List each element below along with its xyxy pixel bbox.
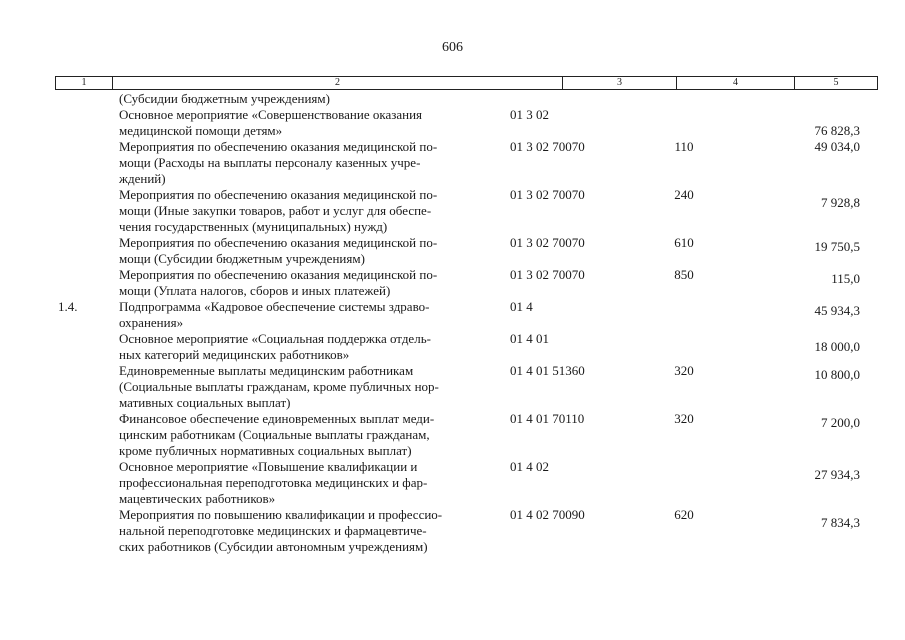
- row-code: 01 3 02 70070: [510, 267, 585, 282]
- table-row: [0, 187, 905, 235]
- row-sum: 18 000,0: [814, 339, 860, 354]
- row-name: Основное мероприятие «Повышение квалификации и профессиональная переподготовка медицинских и фар- мацевтических работников»: [119, 459, 428, 506]
- row-code: 01 3 02 70070: [510, 139, 585, 154]
- header-col-5: 5: [833, 77, 839, 88]
- row-name: Мероприятия по повышению квалификации и профессио- нальной переподготовке медицинских и фармацевтиче- ских работников (Субсидии автономным учреждениям): [119, 507, 443, 554]
- page-number: 606: [442, 40, 463, 55]
- table-row: [0, 299, 905, 331]
- row-name: Подпрограмма «Кадровое обеспечение системы здраво- охранения»: [119, 299, 430, 330]
- row-expense-type: 620: [674, 507, 694, 522]
- table-row: [0, 331, 905, 363]
- table-row: [0, 235, 905, 267]
- row-code: 01 4 02 70090: [510, 507, 585, 522]
- table-row: [0, 363, 905, 411]
- row-code: 01 3 02: [510, 107, 549, 122]
- row-expense-type: 320: [674, 411, 694, 426]
- row-expense-type: 850: [674, 267, 694, 282]
- row-name: Финансовое обеспечение единовременных выплат меди- цинским работникам (Социальные выплаты гражданам, кроме публичных нормативных социальных выплат): [119, 411, 435, 458]
- row-code: 01 4 01 70110: [510, 411, 585, 426]
- row-expense-type: 610: [674, 235, 694, 250]
- table-row: [0, 267, 905, 299]
- header-col-3: 3: [563, 77, 677, 89]
- row-name: (Субсидии бюджетным учреждениям): [119, 91, 330, 106]
- table-header: [55, 76, 878, 90]
- header-col-2: 2: [113, 77, 563, 89]
- row-name: Единовременные выплаты медицинским работникам (Социальные выплаты гражданам, кроме публичных нор- мативных социальных выплат): [119, 363, 439, 410]
- row-expense-type: 110: [674, 139, 694, 154]
- header-col-4: 4: [677, 77, 795, 89]
- row-code: 01 3 02 70070: [510, 187, 585, 202]
- row-name: Мероприятия по обеспечению оказания медицинской по- мощи (Расходы на выплаты персоналу казенных учре- ждений): [119, 139, 438, 186]
- row-code: 01 4 02: [510, 459, 549, 474]
- row-code: 01 4 01: [510, 331, 549, 346]
- row-sum: 115,0: [831, 271, 860, 286]
- row-sum: 7 200,0: [821, 415, 860, 430]
- row-code: 01 3 02 70070: [510, 235, 585, 250]
- row-sum: 49 034,0: [814, 139, 860, 154]
- row-name: Основное мероприятие «Социальная поддержка отдель- ных категорий медицинских работников»: [119, 331, 431, 362]
- budget-table-body: [0, 91, 905, 555]
- row-sum: 76 828,3: [814, 123, 860, 138]
- table-row: [0, 139, 905, 187]
- table-row: [0, 459, 905, 507]
- row-sum: 19 750,5: [814, 239, 860, 254]
- row-sum: 7 834,3: [821, 515, 860, 530]
- row-name: Мероприятия по обеспечению оказания медицинской по- мощи (Иные закупки товаров, работ и услуг для обеспе- чения государственных (муниципальных) нужд): [119, 187, 438, 234]
- row-sum: 45 934,3: [814, 303, 860, 318]
- row-name: Мероприятия по обеспечению оказания медицинской по- мощи (Уплата налогов, сборов и иных платежей): [119, 267, 438, 298]
- row-expense-type: 240: [674, 187, 694, 202]
- row-name: Основное мероприятие «Совершенствование оказания медицинской помощи детям»: [119, 107, 423, 138]
- row-code: 01 4 01 51360: [510, 363, 585, 378]
- row-number: 1.4.: [58, 299, 78, 314]
- table-row: [0, 107, 905, 139]
- row-sum: 7 928,8: [821, 195, 860, 210]
- row-code: 01 4: [510, 299, 533, 314]
- table-row: [0, 411, 905, 459]
- table-row: [0, 91, 905, 107]
- row-name: Мероприятия по обеспечению оказания медицинской по- мощи (Субсидии бюджетным учреждениям): [119, 235, 438, 266]
- table-row: [0, 507, 905, 555]
- row-expense-type: 320: [674, 363, 694, 378]
- row-sum: 27 934,3: [814, 467, 860, 482]
- row-sum: 10 800,0: [814, 367, 860, 382]
- header-col-1: 1: [56, 77, 113, 89]
